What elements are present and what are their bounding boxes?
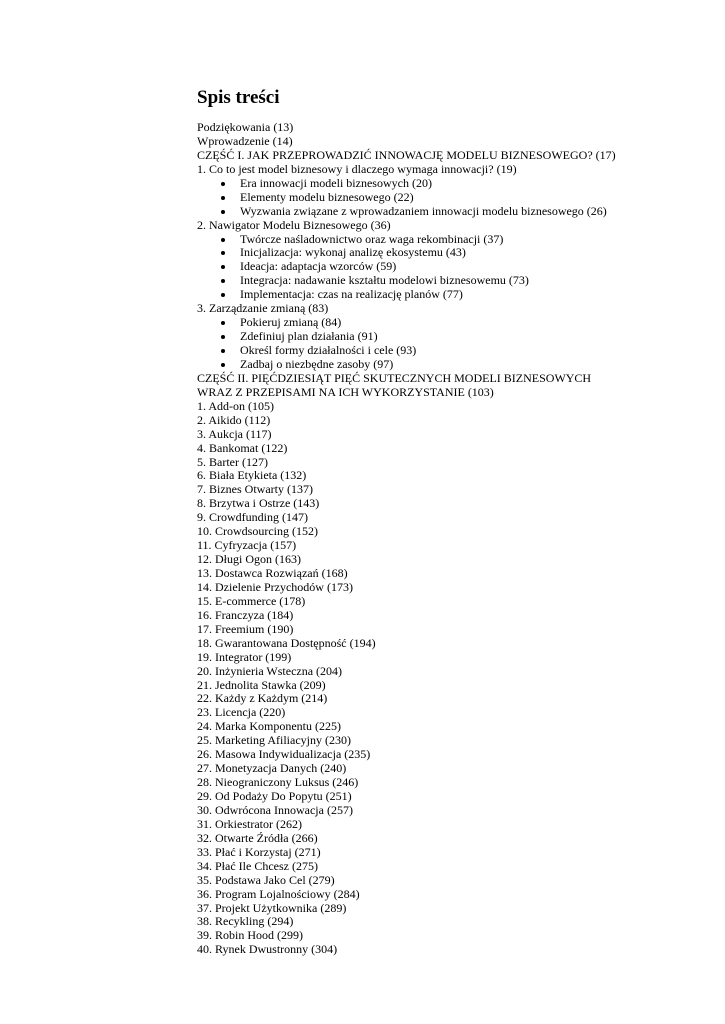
toc-item: 15. E-commerce (178)	[197, 593, 306, 608]
toc-item: 20. Inżynieria Wsteczna (204)	[197, 663, 343, 678]
toc-item: 11. Cyfryzacja (157)	[197, 538, 297, 553]
toc-item: 30. Odwrócona Innowacja (257)	[197, 802, 353, 817]
toc-item: 26. Masowa Indywidualizacja (235)	[197, 747, 371, 762]
toc-item: 18. Gwarantowana Dostępność (194)	[197, 635, 376, 650]
toc-subitem: Implementacja: czas na realizację planów (77)	[197, 288, 667, 302]
toc-item: 9. Crowdfunding (147)	[197, 510, 308, 525]
toc-item: 19. Integrator (199)	[197, 649, 292, 664]
toc-item: 33. Płać i Korzystaj (271)	[197, 844, 321, 859]
toc-item: 34. Płać Ile Chcesz (275)	[197, 858, 318, 873]
toc-item: 1. Add-on (105)	[197, 398, 274, 413]
toc-item: 4. Bankomat (122)	[197, 440, 288, 455]
table-of-contents	[197, 121, 667, 957]
toc-item: 2. Nawigator Modelu Biznesowego (36)	[197, 217, 391, 232]
toc-subitem: Pokieruj zmianą (84)	[197, 316, 667, 330]
toc-item: 32. Otwarte Źródła (266)	[197, 830, 318, 845]
toc-item: 29. Od Podaży Do Popytu (251)	[197, 789, 352, 803]
toc-item: 7. Biznes Otwarty (137)	[197, 482, 313, 497]
toc-subitem: Zdefiniuj plan działania (91)	[197, 330, 667, 344]
toc-item: 25. Marketing Afiliacyjny (230)	[197, 733, 351, 748]
toc-subitem: Integracja: nadawanie kształtu modelowi biznesowemu (73)	[197, 274, 667, 288]
toc-item: 2. Aikido (112)	[197, 412, 271, 427]
page-title: Spis treści	[197, 87, 280, 108]
toc-item: 21. Jednolita Stawka (209)	[197, 677, 326, 692]
toc-item: 14. Dzielenie Przychodów (173)	[197, 579, 353, 594]
toc-subitem: Inicjalizacja: wykonaj analizę ekosystemu (43)	[197, 246, 667, 260]
toc-item: Podziękowania (13)	[197, 120, 294, 134]
toc-item: CZĘŚĆ II. PIĘĆDZIESIĄT PIĘĆ SKUTECZNYCH MODELI BIZNESOWYCH	[197, 370, 592, 385]
toc-item: 37. Projekt Użytkownika (289)	[197, 900, 347, 915]
toc-item: 31. Orkiestrator (262)	[197, 816, 302, 831]
toc-subitem: Twórcze naśladownictwo oraz waga rekombinacji (37)	[197, 233, 667, 247]
toc-item: 22. Każdy z Każdym (214)	[197, 691, 328, 706]
toc-item: 28. Nieograniczony Luksus (246)	[197, 775, 359, 790]
toc-item: 13. Dostawca Rozwiązań (168)	[197, 566, 348, 580]
toc-item: 12. Długi Ogon (163)	[197, 552, 301, 567]
toc-item: 3. Zarządzanie zmianą (83)	[197, 301, 329, 316]
toc-item: 10. Crowdsourcing (152)	[197, 524, 318, 539]
toc-item: 27. Monetyzacja Danych (240)	[197, 761, 347, 776]
toc-item: 1. Co to jest model biznesowy i dlaczego wymaga innowacji? (19)	[197, 161, 517, 176]
toc-item: 36. Program Lojalnościowy (284)	[197, 886, 360, 901]
toc-item: Wprowadzenie (14)	[197, 133, 293, 148]
toc-item: 17. Freemium (190)	[197, 621, 294, 636]
toc-subitem: Era innowacji modeli biznesowych (20)	[197, 177, 667, 191]
toc-item: WRAZ Z PRZEPISAMI NA ICH WYKORZYSTANIE (103)	[197, 384, 494, 399]
toc-subitem: Określ formy działalności i cele (93)	[197, 344, 667, 358]
toc-item: 23. Licencja (220)	[197, 705, 286, 720]
toc-item: 24. Marka Komponentu (225)	[197, 719, 341, 734]
toc-item: 6. Biała Etykieta (132)	[197, 468, 307, 483]
toc-item: 3. Aukcja (117)	[197, 426, 272, 441]
toc-item: 38. Recykling (294)	[197, 914, 294, 929]
toc-item: 16. Franczyza (184)	[197, 607, 294, 622]
toc-item: 5. Barter (127)	[197, 454, 268, 469]
toc-subitem: Elementy modelu biznesowego (22)	[197, 191, 667, 205]
toc-item: CZĘŚĆ I. JAK PRZEPROWADZIĆ INNOWACJĘ MODELU BIZNESOWEGO? (17)	[197, 147, 616, 162]
toc-item: 40. Rynek Dwustronny (304)	[197, 942, 338, 957]
toc-subitem: Wyzwania związane z wprowadzaniem innowacji modelu biznesowego (26)	[197, 205, 667, 219]
toc-item: 35. Podstawa Jako Cel (279)	[197, 872, 335, 887]
toc-item: 8. Brzytwa i Ostrze (143)	[197, 496, 320, 511]
toc-subitem: Zadbaj o niezbędne zasoby (97)	[197, 358, 667, 372]
toc-subitem: Ideacja: adaptacja wzorców (59)	[197, 260, 667, 274]
toc-item: 39. Robin Hood (299)	[197, 928, 303, 943]
